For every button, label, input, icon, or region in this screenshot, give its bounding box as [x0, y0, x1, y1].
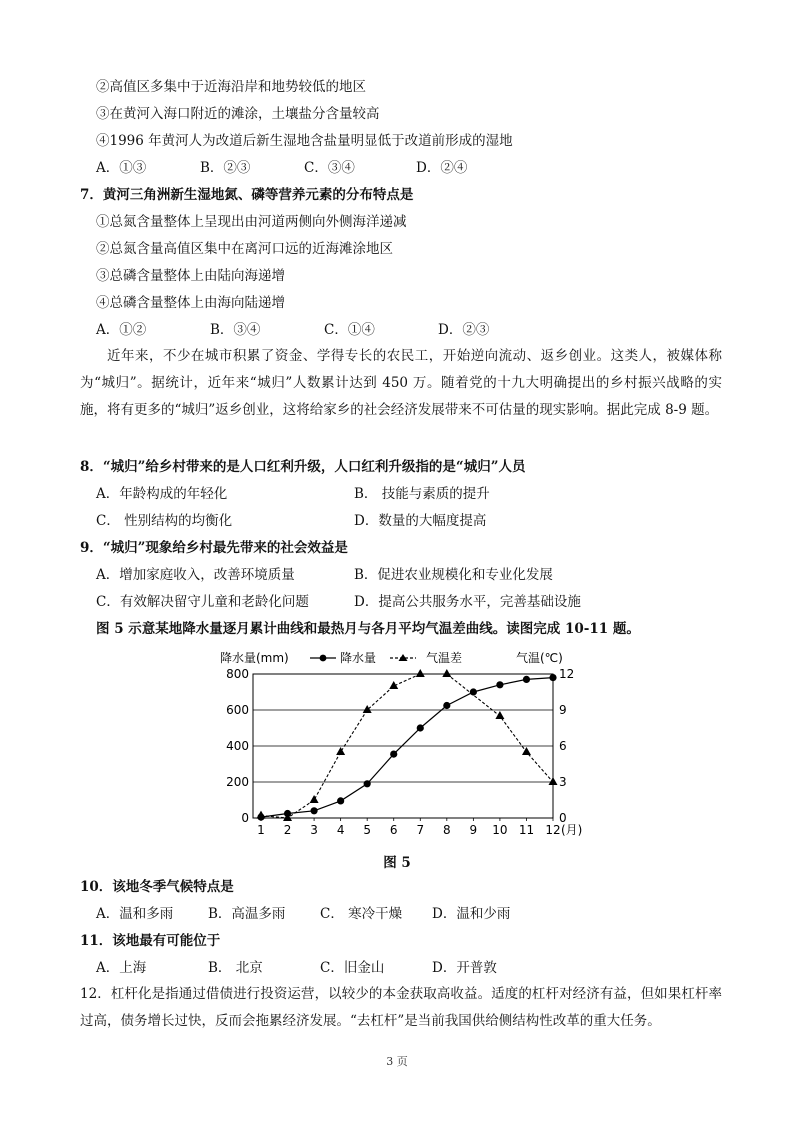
temperature-difference-point: [442, 669, 451, 677]
q9-stem: 9．“城归”现象给乡村最先带来的社会效益是: [80, 540, 348, 556]
left-tick-label: 800: [226, 667, 249, 681]
x-tick-label: 11: [518, 823, 535, 837]
q7-option-b[interactable]: B．③④: [210, 322, 261, 338]
right-tick-label: 3: [559, 775, 567, 789]
temperature-difference-point: [416, 669, 425, 677]
right-tick-label: 12: [559, 667, 575, 681]
q10-option-d[interactable]: D．温和少雨: [432, 906, 511, 922]
precipitation-point: [523, 676, 530, 683]
q8-option-b[interactable]: B． 技能与素质的提升: [354, 486, 490, 502]
x-tick-label: 3: [310, 823, 318, 837]
q8-options-row-1: [96, 485, 490, 503]
x-tick-label: 2: [283, 823, 292, 837]
figure-caption: 图 5: [383, 855, 411, 871]
precipitation-point: [310, 807, 317, 814]
left-axis-title: 降水量(mm): [220, 651, 289, 665]
precipitation-point: [390, 751, 397, 758]
q7-option-d[interactable]: D．②③: [438, 322, 490, 338]
x-tick-label: 6: [389, 823, 398, 837]
q10-options: [96, 905, 510, 923]
right-tick-label: 0: [559, 811, 567, 825]
page-number: 3 页: [386, 1055, 408, 1068]
q9-options-row-1: [96, 566, 553, 584]
q11-option-a[interactable]: A．上海: [96, 960, 147, 976]
precipitation-point: [337, 797, 344, 804]
q9-options-row-2: [96, 593, 581, 611]
q11-option-b[interactable]: B． 北京: [208, 960, 263, 976]
right-axis-title: 气温(℃): [516, 651, 563, 665]
left-tick-label: 600: [226, 703, 249, 717]
q7-item-1: ①总氮含量整体上呈现出由河道两侧向外侧海洋递减: [96, 214, 407, 230]
precipitation-point: [496, 681, 503, 688]
q9-option-a[interactable]: A．增加家庭收入，改善环境质量: [96, 567, 295, 583]
x-unit-label: (月): [561, 823, 583, 837]
q7-option-c[interactable]: C．①④: [324, 322, 375, 338]
q12-text: 12．杠杆化是指通过借债进行投资运营，以较少的本金获取高收益。适度的杠杆对经济有益，但如果杠杆率过高，债务增长过快，反而会拖累经济发展。“去杠杆”是当前我国供给侧结构性改革的重大任务。: [80, 986, 722, 1029]
q9-option-b[interactable]: B．促进农业规模化和专业化发展: [354, 567, 553, 583]
q7-stem: 7．黄河三角洲新生湿地氮、磷等营养元素的分布特点是: [80, 187, 414, 203]
x-tick-label: 8: [442, 823, 451, 837]
x-tick-label: 12: [545, 823, 561, 837]
legend-precip-marker: [320, 655, 327, 662]
chart-legend: [220, 650, 563, 665]
precipitation-point: [417, 724, 424, 731]
left-tick-label: 200: [226, 775, 249, 789]
q6-item-4: ④1996 年黄河人为改道后新生湿地含盐量明显低于改道前形成的湿地: [96, 133, 513, 149]
q9-option-d[interactable]: D．提高公共服务水平，完善基础设施: [354, 594, 581, 610]
q7-item-2: ②总氮含量高值区集中在离河口远的近海滩涂地区: [96, 241, 393, 257]
q11-option-d[interactable]: D．开普敦: [432, 960, 497, 976]
q10-option-a[interactable]: A．温和多雨: [96, 906, 174, 922]
q7-option-a[interactable]: A．①②: [96, 322, 147, 338]
q6-option-d[interactable]: D．②④: [416, 160, 468, 176]
q10-stem: 10．该地冬季气候特点是: [80, 879, 234, 895]
x-tick-label: 7: [416, 823, 425, 837]
q9-option-c[interactable]: C．有效解决留守儿童和老龄化问题: [96, 594, 309, 610]
q10-option-b[interactable]: B．高温多雨: [208, 906, 286, 922]
x-tick-label: 5: [363, 823, 372, 837]
q6-option-b[interactable]: B．②③: [200, 160, 251, 176]
precipitation-point: [364, 780, 371, 787]
x-tick-label: 10: [492, 823, 508, 837]
left-tick-label: 400: [226, 739, 249, 753]
legend-precip-label: 降水量: [340, 651, 377, 665]
q6-item-3: ③在黄河入海口附近的滩涂，土壤盐分含量较高: [96, 106, 380, 122]
right-tick-label: 6: [559, 739, 567, 753]
q11-options: [96, 959, 497, 977]
q11-stem: 11．该地最有可能位于: [80, 933, 221, 949]
q7-item-4: ④总磷含量整体上由海向陆递增: [96, 295, 285, 311]
x-tick-label: 9: [469, 823, 478, 837]
right-tick-label: 9: [559, 703, 567, 717]
q11-option-c[interactable]: C．旧金山: [320, 960, 385, 976]
q10-option-c[interactable]: C． 寒冷干燥: [320, 906, 403, 922]
q8-stem: 8．“城归”给乡村带来的是人口红利升级，人口红利升级指的是“城归”人员: [80, 459, 526, 475]
chart-svg: [218, 648, 590, 848]
q8-options-row-2: [96, 512, 486, 530]
passage-8-9: 近年来，不少在城市积累了资金、学得专长的农民工，开始逆向流动、返乡创业。这类人，被媒体称为“城归”。据统计，近年来“城归”人数累计达到 450 万。随着党的十九大明确提出的乡村振兴战略的实施，将有更多的“城归”返乡创业，这将给家乡的社会经济发展带来不可估量的现实影响。据此完成 8-9 题。: [80, 348, 722, 418]
q8-option-c[interactable]: C． 性别结构的均衡化: [96, 513, 233, 529]
q6-options: [96, 159, 467, 177]
precipitation-point: [470, 688, 477, 695]
q8-option-a[interactable]: A．年龄构成的年轻化: [96, 486, 228, 502]
x-tick-label: 1: [257, 823, 265, 837]
figure-intro: 图 5 示意某地降水量逐月累计曲线和最热月与各月平均气温差曲线。读图完成 10-11 题。: [96, 621, 640, 637]
q6-option-c[interactable]: C．③④: [304, 160, 355, 176]
legend-tempdiff-label: 气温差: [426, 651, 463, 665]
precipitation-point: [443, 702, 450, 709]
precipitation-temperature-chart: [218, 648, 590, 848]
q8-option-d[interactable]: D．数量的大幅度提高: [354, 513, 487, 529]
precipitation-point: [549, 674, 556, 681]
x-tick-label: 4: [336, 823, 345, 837]
q6-option-a[interactable]: A．①③: [96, 160, 147, 176]
left-tick-label: 0: [241, 811, 249, 825]
q6-item-2: ②高值区多集中于近海沿岸和地势较低的地区: [96, 79, 366, 95]
q7-options: [96, 321, 489, 339]
q7-item-3: ③总磷含量整体上由陆向海递增: [96, 268, 285, 284]
